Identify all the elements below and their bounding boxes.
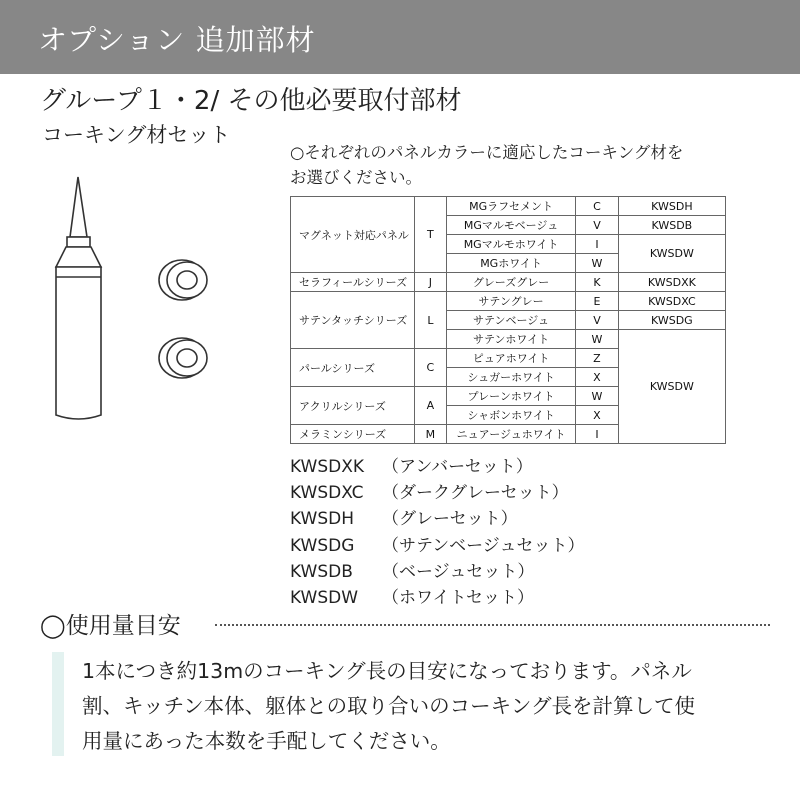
color-cell: サテンベージュ xyxy=(446,311,575,330)
usage-line: 割、キッチン本体、躯体との取り合いのコーキング長を計算して使 xyxy=(82,694,695,718)
set-cell: KWSDW xyxy=(618,330,725,444)
set-cell: KWSDXC xyxy=(618,292,725,311)
color-code-cell: K xyxy=(576,273,619,292)
color-cell: MGラフセメント xyxy=(446,197,575,216)
tape-roll-top xyxy=(159,260,207,300)
set-description: （ベージュセット） xyxy=(382,561,535,582)
set-description: （アンバーセット） xyxy=(382,457,533,477)
usage-note xyxy=(82,654,782,759)
color-cell: グレーズグレー xyxy=(446,273,575,292)
color-code-cell: W xyxy=(576,330,619,349)
color-cell: サテングレー xyxy=(446,292,575,311)
color-code-cell: W xyxy=(576,254,619,273)
color-code-cell: I xyxy=(576,425,619,444)
set-description: （グレーセット） xyxy=(382,509,518,530)
code-list-item xyxy=(290,559,584,585)
dotted-divider xyxy=(215,624,770,626)
intro-line: ○それぞれのパネルカラーに適応したコーキング材を xyxy=(290,143,684,162)
series-code-cell: M xyxy=(414,425,446,444)
code-list-item xyxy=(290,533,584,559)
caulk-nozzle xyxy=(70,177,87,237)
color-code-cell: I xyxy=(576,235,619,254)
usage-line: 1本につき約13mのコーキング長の目安になっております。パネル xyxy=(82,659,692,683)
set-description: （サテンベージュセット） xyxy=(382,535,585,556)
code-list-item xyxy=(290,506,584,532)
color-cell: MGマルモベージュ xyxy=(446,216,575,235)
color-cell: MGマルモホワイト xyxy=(446,235,575,254)
color-cell: シュガーホワイト xyxy=(446,368,575,387)
set-cell: KWSDXK xyxy=(618,273,725,292)
tape-roll-bottom xyxy=(159,338,207,378)
page-title: オプション 追加部材 xyxy=(38,23,316,57)
usage-title: ◯使用量目安 xyxy=(40,613,181,639)
color-code-cell: X xyxy=(576,406,619,425)
series-cell: マグネット対応パネル xyxy=(291,197,415,273)
color-code-cell: C xyxy=(576,197,619,216)
set-code: KWSDG xyxy=(290,535,355,556)
set-cell: KWSDW xyxy=(618,235,725,273)
color-cell: MGホワイト xyxy=(446,254,575,273)
series-cell: セラフィールシリーズ xyxy=(291,273,415,292)
set-code: KWSDXK xyxy=(290,457,365,477)
table-row xyxy=(291,273,726,292)
header-bar xyxy=(0,0,800,74)
color-cell: シャボンホワイト xyxy=(446,406,575,425)
code-list-item xyxy=(290,480,584,506)
caulk-body xyxy=(56,267,101,419)
color-code-cell: Z xyxy=(576,349,619,368)
code-list-item xyxy=(290,585,584,611)
group-title: グループ１・2/ その他必要取付部材 xyxy=(40,86,462,116)
set-cell: KWSDH xyxy=(618,197,725,216)
series-code-cell: L xyxy=(414,292,446,349)
color-code-cell: W xyxy=(576,387,619,406)
series-cell: サテンタッチシリーズ xyxy=(291,292,415,349)
set-description: （ホワイトセット） xyxy=(382,588,534,609)
color-code-cell: V xyxy=(576,311,619,330)
note-accent-bar xyxy=(52,652,64,756)
color-code-cell: X xyxy=(576,368,619,387)
series-cell: メラミンシリーズ xyxy=(291,425,415,444)
set-code: KWSDH xyxy=(290,509,355,530)
table-row xyxy=(291,197,726,216)
series-code-cell: T xyxy=(414,197,446,273)
color-cell: サテンホワイト xyxy=(446,330,575,349)
series-code-cell: J xyxy=(414,273,446,292)
table-row xyxy=(291,292,726,311)
caulk-shoulder xyxy=(56,247,101,267)
set-description: （ダークグレーセット） xyxy=(382,483,569,504)
set-code: KWSDB xyxy=(290,561,353,582)
set-cell: KWSDG xyxy=(618,311,725,330)
color-cell: ピュアホワイト xyxy=(446,349,575,368)
color-cell: プレーンホワイト xyxy=(446,387,575,406)
usage-line: 用量にあった本数を手配してください。 xyxy=(82,729,451,753)
color-cell: ニュアージュホワイト xyxy=(446,425,575,444)
caulk-tube-illustration xyxy=(40,165,280,425)
series-cell: アクリルシリーズ xyxy=(291,387,415,425)
set-code: KWSDXC xyxy=(290,483,364,504)
series-code-cell: C xyxy=(414,349,446,387)
color-code-cell: E xyxy=(576,292,619,311)
set-code: KWSDW xyxy=(290,588,359,609)
code-list xyxy=(290,454,584,611)
set-cell: KWSDB xyxy=(618,216,725,235)
intro-line: お選びください。 xyxy=(290,168,422,187)
caulk-color-table xyxy=(290,196,726,444)
caulk-collar xyxy=(67,237,90,247)
intro-text xyxy=(290,140,770,190)
caulk-set-title: コーキング材セット xyxy=(42,123,231,147)
series-code-cell: A xyxy=(414,387,446,425)
code-list-item xyxy=(290,454,584,480)
color-code-cell: V xyxy=(576,216,619,235)
series-cell: パールシリーズ xyxy=(291,349,415,387)
